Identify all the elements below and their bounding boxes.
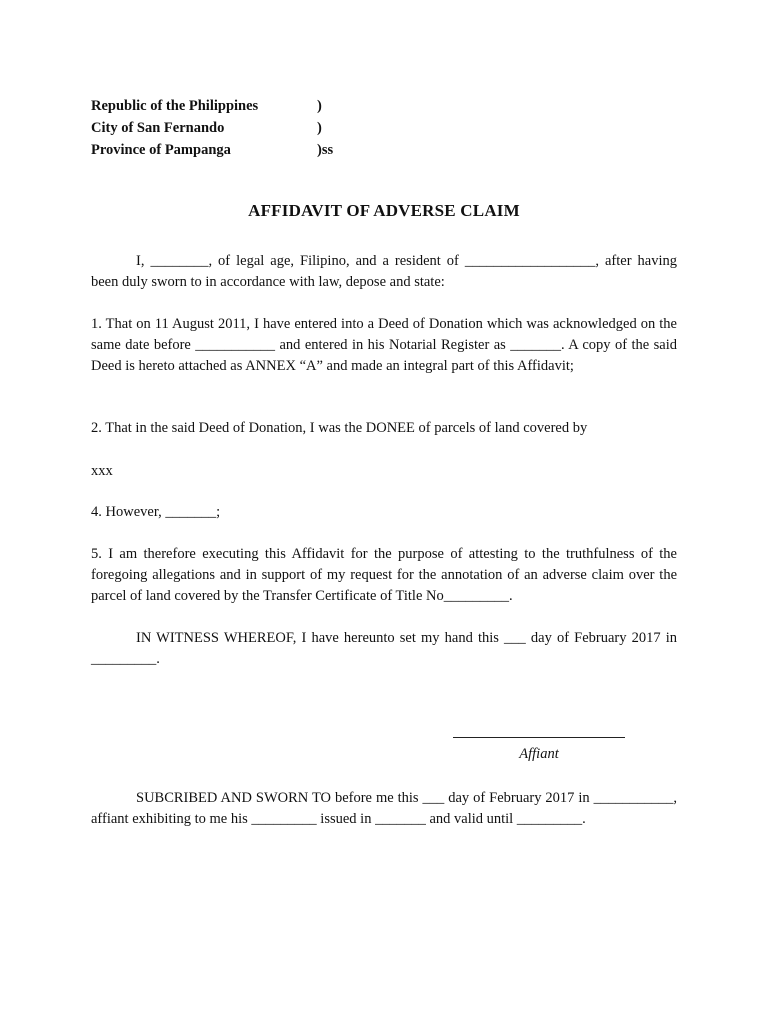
paragraph-5: 5. I am therefore executing this Affidavit for the purpose of attesting to the truthfulness of the foregoing allegations and in support of my request for the annotation of an adverse claim over the parcel of land covered by the Transfer Certificate of Title No_________. — [91, 546, 677, 604]
venue-mark: ) — [317, 98, 322, 114]
intro-paragraph: I, ________, of legal age, Filipino, and a resident of __________________, after having been duly sworn to in accordance with law, depose and state: — [91, 253, 677, 290]
venue-row — [91, 95, 333, 117]
paragraph-1: 1. That on 11 August 2011, I have entered into a Deed of Donation which was acknowledged on the same date before ___________ and entered in his Notarial Register as _______. A copy of the said Deed is hereto attached as ANNEX “A” and made an integral part of this Affidavit; — [91, 316, 677, 374]
venue-header — [91, 95, 333, 161]
signature-block — [453, 726, 625, 763]
jurat-paragraph: SUBCRIBED AND SWORN TO before me this ___ day of February 2017 in ___________, affiant exhibiting to me his _________ issued in _______ and valid until _________. — [91, 790, 677, 827]
affiant-label: Affiant — [519, 746, 559, 762]
venue-province: Province of Pampanga — [91, 142, 231, 158]
venue-row — [91, 139, 333, 161]
paragraph-4: 4. However, _______; — [91, 504, 221, 520]
venue-country: Republic of the Philippines — [91, 98, 259, 114]
venue-mark: ) — [317, 120, 322, 136]
venue-mark: )ss — [317, 142, 334, 158]
signature-line — [453, 737, 625, 738]
document-title: AFFIDAVIT OF ADVERSE CLAIM — [248, 201, 520, 220]
paragraph-xxx: xxx — [91, 463, 113, 479]
venue-row — [91, 117, 333, 139]
witness-paragraph: IN WITNESS WHEREOF, I have hereunto set my hand this ___ day of February 2017 in _________. — [91, 630, 677, 667]
venue-city: City of San Fernando — [91, 120, 225, 136]
paragraph-2: 2. That in the said Deed of Donation, I was the DONEE of parcels of land covered by — [91, 420, 588, 436]
